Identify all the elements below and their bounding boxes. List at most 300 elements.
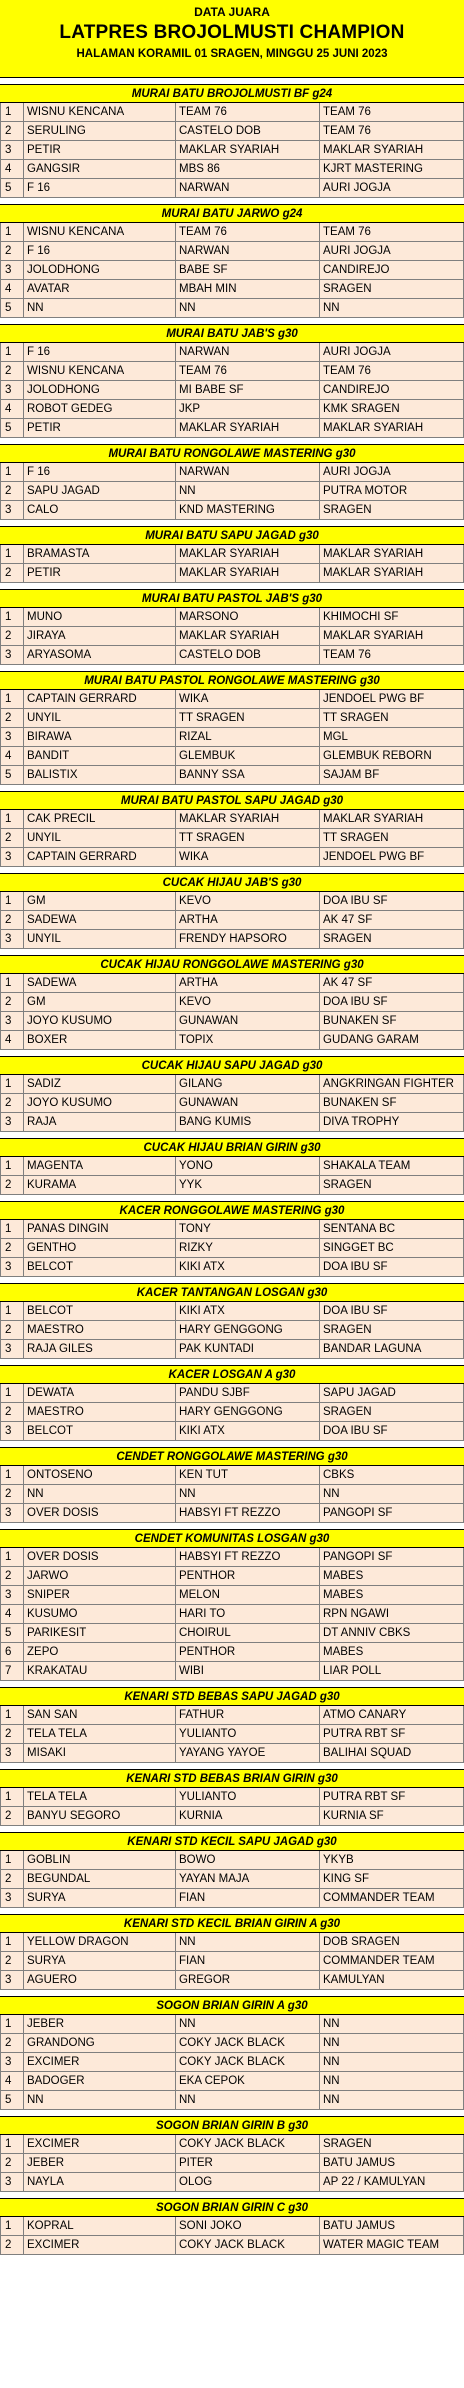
class-title: CENDET KOMUNITAS LOSGAN g30 [0,1529,464,1548]
owner-cell: MBS 86 [176,160,320,178]
result-row [0,2091,464,2110]
team-cell: MAKLAR SYARIAH [320,545,464,563]
owner-cell: BABE SF [176,261,320,279]
rank-cell: 2 [0,993,24,1011]
team-cell: PANGOPI SF [320,1548,464,1566]
class-title: CUCAK HIJAU RONGGOLAWE MASTERING g30 [0,955,464,974]
owner-cell: YULIANTO [176,1788,320,1806]
rank-cell: 3 [0,1422,24,1440]
result-row [0,242,464,261]
owner-cell: RIZKY [176,1239,320,1257]
class-title: MURAI BATU PASTOL SAPU JAGAD g30 [0,791,464,810]
bird-name-cell: JIRAYA [24,627,176,645]
bird-name-cell: ONTOSENO [24,1466,176,1484]
result-row [0,848,464,867]
bird-name-cell: BELCOT [24,1422,176,1440]
bird-name-cell: ARYASOMA [24,646,176,664]
bird-name-cell: EXCIMER [24,2053,176,2071]
result-row [0,1624,464,1643]
bird-name-cell: CAK PRECIL [24,810,176,828]
team-cell: AK 47 SF [320,911,464,929]
result-row [0,1031,464,1050]
rank-cell: 1 [0,608,24,626]
bird-name-cell: CALO [24,501,176,519]
bird-name-cell: TELA TELA [24,1725,176,1743]
result-row [0,747,464,766]
bird-name-cell: RAJA [24,1113,176,1131]
team-cell: DOB SRAGEN [320,1933,464,1951]
result-row [0,1643,464,1662]
result-row [0,1340,464,1359]
header-label: DATA JUARA [194,5,270,19]
rank-cell: 2 [0,1485,24,1503]
bird-name-cell: TELA TELA [24,1788,176,1806]
team-cell: TEAM 76 [320,223,464,241]
team-cell: SENTANA BC [320,1220,464,1238]
owner-cell: TT SRAGEN [176,709,320,727]
bird-name-cell: BIRAWA [24,728,176,746]
team-cell: NN [320,2034,464,2052]
rank-cell: 4 [0,160,24,178]
result-row [0,1094,464,1113]
rank-cell: 1 [0,545,24,563]
bird-name-cell: WISNU KENCANA [24,223,176,241]
bird-name-cell: BOXER [24,1031,176,1049]
rank-cell: 2 [0,1094,24,1112]
class-title: SOGON BRIAN GIRIN A g30 [0,1996,464,2015]
rank-cell: 1 [0,1220,24,1238]
bird-name-cell: SURYA [24,1952,176,1970]
bird-name-cell: F 16 [24,463,176,481]
result-row [0,261,464,280]
rank-cell: 1 [0,1933,24,1951]
rank-cell: 1 [0,1788,24,1806]
rank-cell: 2 [0,1807,24,1825]
bird-name-cell: GRANDONG [24,2034,176,2052]
owner-cell: NN [176,1933,320,1951]
team-cell: NN [320,1485,464,1503]
owner-cell: MELON [176,1586,320,1604]
result-row [0,1807,464,1826]
bird-name-cell: ZEPO [24,1643,176,1661]
owner-cell: ARTHA [176,911,320,929]
bird-name-cell: SERULING [24,122,176,140]
team-cell: CANDIREJO [320,381,464,399]
rank-cell: 2 [0,627,24,645]
rank-cell: 2 [0,911,24,929]
result-row [0,627,464,646]
team-cell: PUTRA MOTOR [320,482,464,500]
owner-cell: MBAH MIN [176,280,320,298]
bird-name-cell: GANGSIR [24,160,176,178]
bird-name-cell: NAYLA [24,2173,176,2191]
result-row [0,1662,464,1681]
result-row [0,1422,464,1441]
bird-name-cell: PARIKESIT [24,1624,176,1642]
bird-name-cell: NN [24,2091,176,2109]
class-title: CENDET RONGGOLAWE MASTERING g30 [0,1447,464,1466]
owner-cell: PENTHOR [176,1567,320,1585]
bird-name-cell: GOBLIN [24,1851,176,1869]
team-cell: BALIHAI SQUAD [320,1744,464,1762]
team-cell: NN [320,2015,464,2033]
rank-cell: 3 [0,930,24,948]
result-row [0,2053,464,2072]
owner-cell: FIAN [176,1889,320,1907]
rank-cell: 6 [0,1643,24,1661]
bird-name-cell: EXCIMER [24,2236,176,2254]
event-title: LATPRES BROJOLMUSTI CHAMPION [59,22,405,43]
team-cell: BUNAKEN SF [320,1094,464,1112]
rank-cell: 2 [0,362,24,380]
owner-cell: MAKLAR SYARIAH [176,545,320,563]
result-row [0,1586,464,1605]
bird-name-cell: F 16 [24,242,176,260]
result-row [0,381,464,400]
rank-cell: 1 [0,2135,24,2153]
team-cell: DOA IBU SF [320,1302,464,1320]
rank-cell: 3 [0,848,24,866]
bird-name-cell: BEGUNDAL [24,1870,176,1888]
rank-cell: 2 [0,829,24,847]
class-title: SOGON BRIAN GIRIN B g30 [0,2116,464,2135]
team-cell: MABES [320,1643,464,1661]
team-cell: NN [320,2072,464,2090]
result-row [0,299,464,318]
result-row [0,1403,464,1422]
result-row [0,608,464,627]
sheet-header [0,0,464,78]
owner-cell: NN [176,482,320,500]
rank-cell: 3 [0,1113,24,1131]
result-row [0,810,464,829]
class-title: KENARI STD BEBAS SAPU JAGAD g30 [0,1687,464,1706]
team-cell: NN [320,2053,464,2071]
rank-cell: 4 [0,747,24,765]
result-row [0,463,464,482]
bird-name-cell: ROBOT GEDEG [24,400,176,418]
class-title: KACER LOSGAN A g30 [0,1365,464,1384]
result-row [0,400,464,419]
result-row [0,2173,464,2192]
rank-cell: 5 [0,766,24,784]
rank-cell: 1 [0,810,24,828]
bird-name-cell: AGUERO [24,1971,176,1989]
bird-name-cell: KURAMA [24,1176,176,1194]
owner-cell: GUNAWAN [176,1094,320,1112]
class-title: MURAI BATU PASTOL RONGOLAWE MASTERING g30 [0,671,464,690]
owner-cell: OLOG [176,2173,320,2191]
result-row [0,1157,464,1176]
rank-cell: 2 [0,482,24,500]
owner-cell: GUNAWAN [176,1012,320,1030]
result-row [0,1075,464,1094]
owner-cell: YAYAN MAJA [176,1870,320,1888]
bird-name-cell: CAPTAIN GERRARD [24,848,176,866]
team-cell: WATER MAGIC TEAM [320,2236,464,2254]
rank-cell: 2 [0,1567,24,1585]
result-row [0,1485,464,1504]
rank-cell: 3 [0,1258,24,1276]
result-row [0,1744,464,1763]
result-row [0,930,464,949]
team-cell: MAKLAR SYARIAH [320,810,464,828]
team-cell: SRAGEN [320,930,464,948]
class-title: MURAI BATU BROJOLMUSTI BF g24 [0,84,464,103]
rank-cell: 2 [0,1239,24,1257]
bird-name-cell: JOLODHONG [24,381,176,399]
result-row [0,1384,464,1403]
bird-name-cell: MAESTRO [24,1403,176,1421]
team-cell: TEAM 76 [320,103,464,121]
team-cell: CANDIREJO [320,261,464,279]
result-row [0,2135,464,2154]
result-row [0,1870,464,1889]
bird-name-cell: CAPTAIN GERRARD [24,690,176,708]
result-row [0,1466,464,1485]
bird-name-cell: SAN SAN [24,1706,176,1724]
team-cell: GLEMBUK REBORN [320,747,464,765]
class-title: SOGON BRIAN GIRIN C g30 [0,2198,464,2217]
class-title: MURAI BATU JAB'S g30 [0,324,464,343]
bird-name-cell: MAESTRO [24,1321,176,1339]
team-cell: MAKLAR SYARIAH [320,627,464,645]
bird-name-cell: SAPU JAGAD [24,482,176,500]
owner-cell: COKY JACK BLACK [176,2053,320,2071]
result-row [0,1971,464,1990]
team-cell: DOA IBU SF [320,1422,464,1440]
result-row [0,1504,464,1523]
result-row [0,1258,464,1277]
owner-cell: KIKI ATX [176,1422,320,1440]
owner-cell: GILANG [176,1075,320,1093]
rank-cell: 5 [0,2091,24,2109]
bird-name-cell: WISNU KENCANA [24,362,176,380]
team-cell: SHAKALA TEAM [320,1157,464,1175]
rank-cell: 3 [0,1586,24,1604]
team-cell: MABES [320,1567,464,1585]
bird-name-cell: MAGENTA [24,1157,176,1175]
owner-cell: WIKA [176,690,320,708]
team-cell: AP 22 / KAMULYAN [320,2173,464,2191]
result-row [0,1706,464,1725]
rank-cell: 3 [0,1012,24,1030]
owner-cell: WIBI [176,1662,320,1680]
team-cell: DOA IBU SF [320,892,464,910]
result-row [0,1548,464,1567]
bird-name-cell: BELCOT [24,1302,176,1320]
rank-cell: 2 [0,1725,24,1743]
team-cell: MAKLAR SYARIAH [320,419,464,437]
result-row [0,2015,464,2034]
rank-cell: 1 [0,1466,24,1484]
rank-cell: 3 [0,501,24,519]
team-cell: KJRT MASTERING [320,160,464,178]
class-title: KENARI STD KECIL BRIAN GIRIN A g30 [0,1914,464,1933]
result-row [0,1321,464,1340]
rank-cell: 3 [0,2173,24,2191]
bird-name-cell: BRAMASTA [24,545,176,563]
team-cell: BATU JAMUS [320,2217,464,2235]
class-title: KACER RONGGOLAWE MASTERING g30 [0,1201,464,1220]
owner-cell: HARY GENGGONG [176,1403,320,1421]
owner-cell: NN [176,299,320,317]
team-cell: SRAGEN [320,1403,464,1421]
owner-cell: MAKLAR SYARIAH [176,627,320,645]
class-title: CUCAK HIJAU SAPU JAGAD g30 [0,1056,464,1075]
rank-cell: 3 [0,1889,24,1907]
owner-cell: BANG KUMIS [176,1113,320,1131]
bird-name-cell: SNIPER [24,1586,176,1604]
owner-cell: YAYANG YAYOE [176,1744,320,1762]
result-row [0,501,464,520]
rank-cell: 2 [0,1176,24,1194]
rank-cell: 1 [0,1548,24,1566]
owner-cell: HARY GENGGONG [176,1321,320,1339]
result-row [0,280,464,299]
owner-cell: BOWO [176,1851,320,1869]
results-sections [0,78,464,2255]
owner-cell: TEAM 76 [176,362,320,380]
team-cell: BUNAKEN SF [320,1012,464,1030]
team-cell: PANGOPI SF [320,1504,464,1522]
result-row [0,728,464,747]
rank-cell: 1 [0,974,24,992]
bird-name-cell: JEBER [24,2154,176,2172]
result-row [0,1952,464,1971]
team-cell: TT SRAGEN [320,829,464,847]
team-cell: GUDANG GARAM [320,1031,464,1049]
owner-cell: COKY JACK BLACK [176,2034,320,2052]
result-row [0,1113,464,1132]
rank-cell: 4 [0,400,24,418]
team-cell: TEAM 76 [320,362,464,380]
owner-cell: PAK KUNTADI [176,1340,320,1358]
result-row [0,545,464,564]
result-row [0,1605,464,1624]
result-row [0,829,464,848]
bird-name-cell: RAJA GILES [24,1340,176,1358]
team-cell: KMK SRAGEN [320,400,464,418]
rank-cell: 2 [0,709,24,727]
owner-cell: CHOIRUL [176,1624,320,1642]
result-row [0,2236,464,2255]
team-cell: BANDAR LAGUNA [320,1340,464,1358]
rank-cell: 2 [0,2034,24,2052]
owner-cell: PANDU SJBF [176,1384,320,1402]
team-cell: PUTRA RBT SF [320,1788,464,1806]
class-title: MURAI BATU PASTOL JAB'S g30 [0,589,464,608]
owner-cell: RIZAL [176,728,320,746]
result-row [0,646,464,665]
owner-cell: KIKI ATX [176,1302,320,1320]
team-cell: ANGKRINGAN FIGHTER [320,1075,464,1093]
bird-name-cell: DEWATA [24,1384,176,1402]
result-row [0,482,464,501]
team-cell: TEAM 76 [320,646,464,664]
rank-cell: 1 [0,1075,24,1093]
team-cell: SRAGEN [320,2135,464,2153]
team-cell: KURNIA SF [320,1807,464,1825]
result-row [0,564,464,583]
owner-cell: TT SRAGEN [176,829,320,847]
owner-cell: NARWAN [176,179,320,197]
rank-cell: 3 [0,2053,24,2071]
bird-name-cell: JARWO [24,1567,176,1585]
rank-cell: 2 [0,2154,24,2172]
owner-cell: COKY JACK BLACK [176,2236,320,2254]
rank-cell: 3 [0,1504,24,1522]
class-title: CUCAK HIJAU JAB'S g30 [0,873,464,892]
team-cell: SAPU JAGAD [320,1384,464,1402]
rank-cell: 2 [0,122,24,140]
rank-cell: 4 [0,1031,24,1049]
rank-cell: 2 [0,564,24,582]
result-row [0,179,464,198]
bird-name-cell: GM [24,993,176,1011]
bird-name-cell: EXCIMER [24,2135,176,2153]
rank-cell: 1 [0,1851,24,1869]
class-title: KACER TANTANGAN LOSGAN g30 [0,1283,464,1302]
owner-cell: MI BABE SF [176,381,320,399]
bird-name-cell: MISAKI [24,1744,176,1762]
result-row [0,223,464,242]
bird-name-cell: GM [24,892,176,910]
owner-cell: HABSYI FT REZZO [176,1548,320,1566]
bird-name-cell: F 16 [24,343,176,361]
team-cell: MGL [320,728,464,746]
result-row [0,911,464,930]
bird-name-cell: GENTHO [24,1239,176,1257]
rank-cell: 1 [0,2015,24,2033]
owner-cell: MARSONO [176,608,320,626]
team-cell: TEAM 76 [320,122,464,140]
result-row [0,1933,464,1952]
team-cell: YKYB [320,1851,464,1869]
result-row [0,160,464,179]
team-cell: COMMANDER TEAM [320,1889,464,1907]
result-row [0,419,464,438]
rank-cell: 4 [0,2072,24,2090]
rank-cell: 3 [0,728,24,746]
owner-cell: KEVO [176,993,320,1011]
owner-cell: MAKLAR SYARIAH [176,419,320,437]
result-row [0,343,464,362]
team-cell: NN [320,2091,464,2109]
team-cell: PUTRA RBT SF [320,1725,464,1743]
result-row [0,1788,464,1807]
owner-cell: TEAM 76 [176,223,320,241]
result-row [0,1302,464,1321]
bird-name-cell: SADEWA [24,911,176,929]
owner-cell: YULIANTO [176,1725,320,1743]
team-cell: BATU JAMUS [320,2154,464,2172]
owner-cell: PITER [176,2154,320,2172]
rank-cell: 2 [0,1952,24,1970]
owner-cell: NARWAN [176,242,320,260]
bird-name-cell: PETIR [24,419,176,437]
bird-name-cell: SADIZ [24,1075,176,1093]
team-cell: KHIMOCHI SF [320,608,464,626]
class-title: KENARI STD BEBAS BRIAN GIRIN g30 [0,1769,464,1788]
rank-cell: 1 [0,690,24,708]
team-cell: NN [320,299,464,317]
bird-name-cell: F 16 [24,179,176,197]
owner-cell: FIAN [176,1952,320,1970]
team-cell: DOA IBU SF [320,993,464,1011]
result-row [0,690,464,709]
bird-name-cell: SADEWA [24,974,176,992]
